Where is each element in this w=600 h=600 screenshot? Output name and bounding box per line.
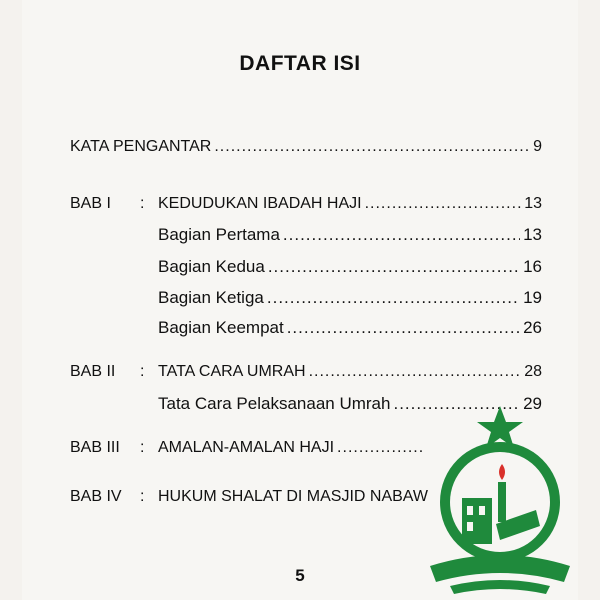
chapter-colon: : <box>140 363 145 380</box>
section-label: Tata Cara Pelaksanaan Umrah <box>158 394 391 413</box>
section-label: Bagian Keempat <box>158 318 284 337</box>
toc-entry-page: 26 <box>523 318 542 337</box>
dot-leader <box>365 193 522 215</box>
toc-entry-bab-3 <box>158 437 428 459</box>
section-label: Bagian Ketiga <box>158 288 264 307</box>
dot-leader <box>283 224 520 246</box>
toc-entry-page: 29 <box>523 394 542 413</box>
chapter-code: BAB III <box>70 439 120 456</box>
publisher-seal-icon <box>420 402 580 597</box>
toc-entry-bab-1 <box>158 193 542 215</box>
toc-entry-bab-2 <box>158 361 542 383</box>
toc-entry-kata-pengantar <box>70 136 542 158</box>
section-label: Bagian Kedua <box>158 257 265 276</box>
dot-leader <box>214 136 530 158</box>
toc-section-bagian-kedua <box>158 256 542 278</box>
chapter-code: BAB I <box>70 195 111 212</box>
toc-entry-page: 19 <box>523 288 542 307</box>
chapter-title: TATA CARA UMRAH <box>158 363 306 380</box>
toc-entry-label: KATA PENGANTAR <box>70 138 212 155</box>
dot-leader <box>337 437 425 459</box>
chapter-colon: : <box>140 439 145 456</box>
dot-leader <box>268 256 520 278</box>
dot-leader <box>267 287 520 309</box>
page-number: 5 <box>295 566 305 585</box>
toc-entry-bab-4 <box>158 486 438 508</box>
toc-section-bagian-keempat <box>158 317 542 339</box>
chapter-code: BAB IV <box>70 488 122 505</box>
section-label: Bagian Pertama <box>158 225 280 244</box>
page-title: DAFTAR ISI <box>239 52 361 75</box>
chapter-code: BAB II <box>70 363 116 380</box>
toc-entry-page: 13 <box>524 195 542 212</box>
chapter-colon: : <box>140 195 145 212</box>
toc-section-bagian-pertama <box>158 224 542 246</box>
dot-leader <box>287 317 520 339</box>
toc-section-bagian-ketiga <box>158 287 542 309</box>
toc-entry-page: 9 <box>533 138 542 155</box>
dot-leader <box>309 361 522 383</box>
toc-entry-page: 16 <box>523 257 542 276</box>
chapter-title: KEDUDUKAN IBADAH HAJI <box>158 195 362 212</box>
chapter-title: AMALAN-AMALAN HAJI <box>158 439 335 456</box>
toc-entry-page: 28 <box>524 363 542 380</box>
chapter-colon: : <box>140 488 145 505</box>
chapter-title: HUKUM SHALAT DI MASJID NABAW <box>158 488 428 505</box>
toc-entry-page: 13 <box>523 225 542 244</box>
